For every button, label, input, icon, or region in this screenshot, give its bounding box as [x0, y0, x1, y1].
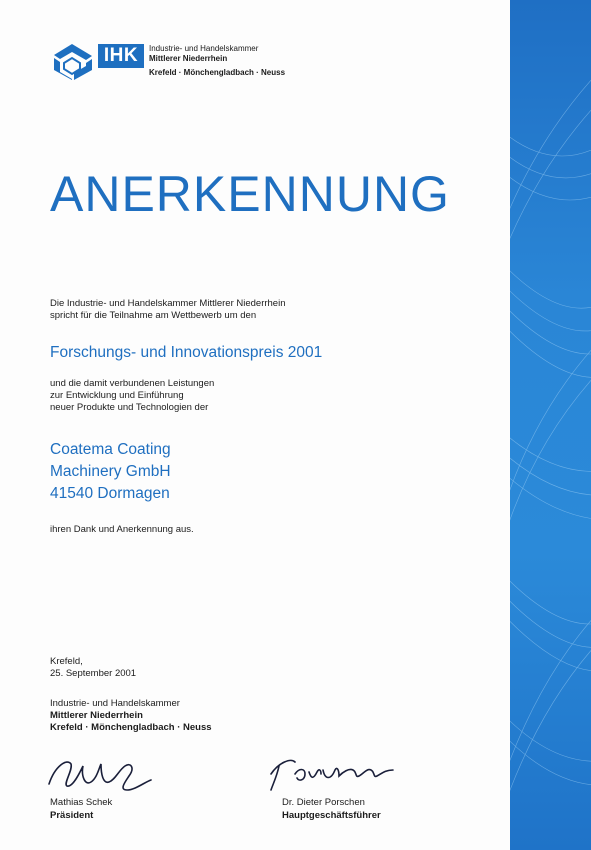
signatory-left-name: Mathias Schek: [50, 797, 113, 808]
logo-organization-text: [149, 44, 285, 78]
closing-text: ihren Dank und Anerkennung aus.: [50, 524, 194, 535]
middle-line-2: zur Entwicklung und Einführung: [50, 390, 184, 401]
recipient-block: [50, 439, 171, 505]
middle-line-1: und die damit verbundenen Leistungen: [50, 378, 215, 389]
date: 25. September 2001: [50, 668, 137, 679]
logo-line-1: Industrie- und Handelskammer: [149, 44, 259, 53]
ihk-logo: [50, 38, 300, 84]
recipient-line-3: 41540 Dormagen: [50, 485, 170, 502]
decorative-blue-band: [510, 0, 591, 850]
logo-line-2: Mittlerer Niederrhein: [149, 54, 228, 63]
intro-line-2: spricht für die Teilnahme am Wettbewerb um den: [50, 310, 257, 321]
signatory-left-role: Präsident: [50, 810, 94, 821]
signatory-right-name: Dr. Dieter Porschen: [282, 797, 365, 808]
recipient-line-1: Coatema Coating: [50, 441, 171, 458]
certificate-title: ANERKENNUNG: [50, 166, 450, 222]
ihk-emblem-icon: [50, 42, 94, 82]
footer-org-line-3: Krefeld · Mönchengladbach · Neuss: [50, 722, 212, 733]
place: Krefeld,: [50, 656, 83, 667]
logo-line-3: Krefeld · Mönchengladbach · Neuss: [149, 68, 286, 77]
signature-schek-image: [45, 752, 165, 794]
middle-line-3: neuer Produkte und Technologien der: [50, 402, 209, 413]
prize-name: Forschungs- und Innovationspreis 2001: [50, 344, 323, 361]
recipient-line-2: Machinery GmbH: [50, 463, 171, 480]
ihk-abbreviation: IHK: [98, 44, 144, 68]
footer-org-line-1: Industrie- und Handelskammer: [50, 698, 180, 709]
signatory-right-role: Hauptgeschäftsführer: [282, 810, 381, 821]
intro-line-1: Die Industrie- und Handelskammer Mittlerer Niederrhein: [50, 298, 286, 309]
signature-porschen-image: [265, 752, 405, 794]
footer-org-line-2: Mittlerer Niederrhein: [50, 710, 143, 721]
